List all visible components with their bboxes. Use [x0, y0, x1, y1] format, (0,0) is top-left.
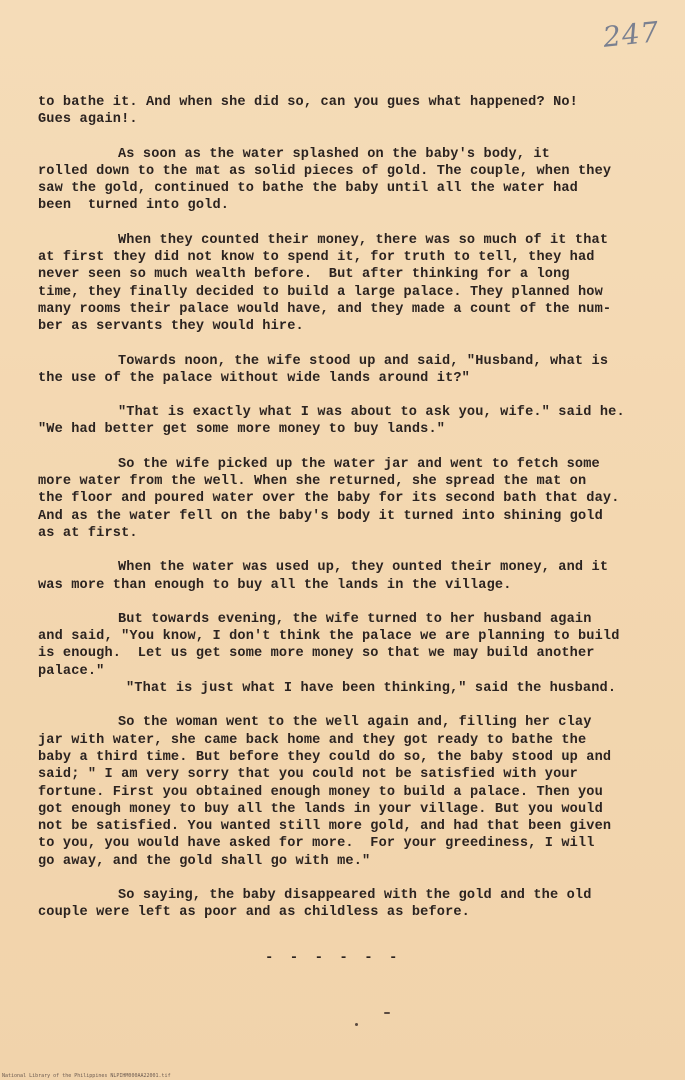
paragraph-3: When they counted their money, there was so much of it that at first they did not know to spend it, for truth to tell, they had never seen so much wealth before. But after thinking for a long time, they finally decided to build a large palace. They planned how many rooms their palace would have, and they made a count of the num- ber as servants they would hire. — [38, 232, 612, 335]
ink-speck — [384, 1012, 390, 1014]
handwritten-page-number: 247 — [600, 15, 661, 54]
paragraph-8: But towards evening, the wife turned to her husband again and said, "You know, I don't think the palace we are planning to build is enough. Let us get some more money so that we may build another palace." — [38, 611, 620, 679]
paragraph-2: As soon as the water splashed on the baby's body, it rolled down to the mat as solid pieces of gold. The couple, when they saw the gold, continued to bathe the baby until all the water had been turned into gold. — [38, 146, 612, 214]
paragraph-6: So the wife picked up the water jar and went to fetch some more water from the well. When she returned, she spread the mat on the floor and poured water over the baby for its second bath that day. And as the water fell on the baby's body it turned into shining gold as at first. — [38, 456, 620, 541]
archive-footer: National Library of the Philippines NLPIHM000AA22001.tif — [2, 1073, 171, 1079]
typed-story-text — [38, 94, 653, 939]
ink-speck — [355, 1023, 358, 1026]
section-separator: - - - - - - — [265, 950, 402, 966]
paragraph-5: "That is exactly what I was about to ask you, wife." said he. "We had better get some more money to buy lands." — [38, 405, 625, 438]
paragraph-11: So saying, the baby disappeared with the gold and the old couple were left as poor and as childless as before. — [38, 887, 592, 921]
paragraph-9: "That is just what I have been thinking," said the husband. — [126, 681, 617, 697]
paragraph-10: So the woman went to the well again and, filling her clay jar with water, she came back home and they got ready to bathe the baby a third time. But before they could do so, the baby stood up and said; " I am very sorry that you could not be satisfied with your fortune. First you obtained enough money to build a palace. Then you got enough money to buy all the lands in your village. But you would not be satisfied. You wanted still more gold, and had that been given to you, you would have asked for more. For your greediness, I will go away, and the gold shall go with me." — [38, 715, 612, 869]
paragraph-1: to bathe it. And when she did so, can you gues what happened? No! Gues again!. — [38, 95, 578, 128]
paragraph-4: Towards noon, the wife stood up and said, "Husband, what is the use of the palace without wide lands around it?" — [38, 353, 609, 386]
paragraph-7: When the water was used up, they ounted their money, and it was more than enough to buy all the lands in the village. — [38, 560, 609, 593]
